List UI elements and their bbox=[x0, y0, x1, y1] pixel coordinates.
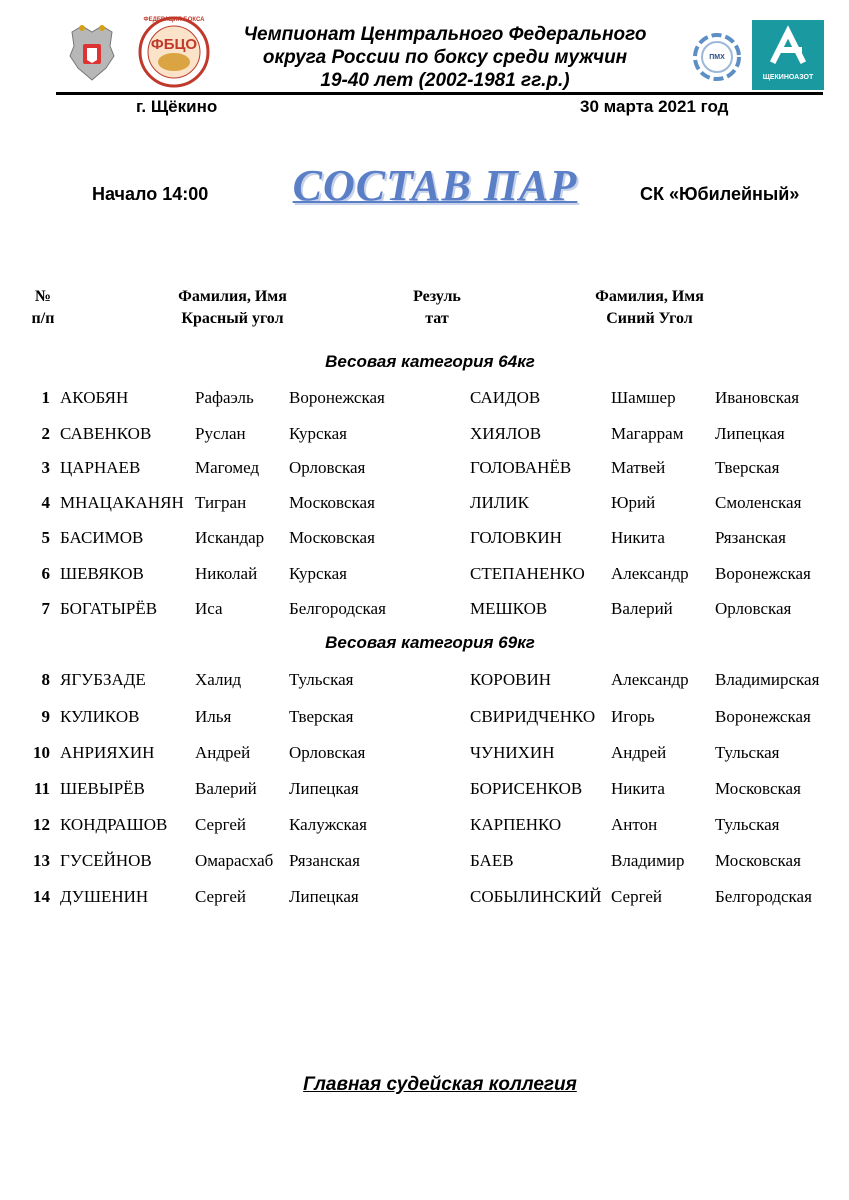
table-row bbox=[0, 813, 849, 837]
blue-name: Магаррам bbox=[611, 424, 684, 443]
red-name: Илья bbox=[195, 707, 232, 726]
red-name: Искандар bbox=[195, 528, 265, 547]
pair-number: 11 bbox=[33, 779, 50, 798]
red-region: Московская bbox=[289, 528, 375, 547]
red-name: Сергей bbox=[195, 887, 246, 906]
blue-name: Юрий bbox=[611, 493, 656, 512]
weight-category-title: Весовая категория 69кг bbox=[325, 633, 535, 652]
table-row bbox=[0, 597, 849, 621]
red-surname: КУЛИКОВ bbox=[60, 707, 140, 726]
blue-name: Матвей bbox=[611, 458, 666, 477]
red-surname: САВЕНКОВ bbox=[60, 424, 152, 443]
red-surname: МНАЦАКАНЯН bbox=[60, 493, 184, 512]
blue-name: Игорь bbox=[611, 707, 655, 726]
red-region: Орловская bbox=[289, 743, 366, 762]
blue-region: Тульская bbox=[715, 815, 780, 834]
red-name: Валерий bbox=[195, 779, 257, 798]
col-header-blue-top: Фамилия, Имя bbox=[595, 288, 704, 305]
city: г. Щёкино bbox=[136, 97, 218, 116]
col-header-red-top: Фамилия, Имя bbox=[178, 288, 287, 305]
red-surname: БАСИМОВ bbox=[60, 528, 144, 547]
chief-judges-title: Главная судейская коллегия bbox=[303, 1074, 577, 1095]
red-region: Орловская bbox=[289, 458, 366, 477]
pair-number: 1 bbox=[41, 388, 50, 407]
red-name: Николай bbox=[195, 564, 258, 583]
blue-region: Смоленская bbox=[715, 493, 802, 512]
red-name: Магомед bbox=[195, 458, 260, 477]
red-region: Рязанская bbox=[289, 851, 360, 870]
table-row bbox=[0, 741, 849, 765]
table-row bbox=[0, 456, 849, 480]
blue-surname: ГОЛОВКИН bbox=[470, 528, 562, 547]
pair-number: 14 bbox=[33, 887, 50, 906]
blue-region: Ивановская bbox=[715, 388, 800, 407]
red-surname: ЯГУБЗАДЕ bbox=[60, 670, 146, 689]
table-row bbox=[0, 777, 849, 801]
blue-name: Шамшер bbox=[611, 388, 676, 407]
blue-surname: ХИЯЛОВ bbox=[470, 424, 542, 443]
pair-number: 3 bbox=[41, 458, 50, 477]
table-row bbox=[0, 885, 849, 909]
table-row bbox=[0, 422, 849, 446]
table-row bbox=[0, 668, 849, 692]
blue-name: Никита bbox=[611, 779, 665, 798]
blue-surname: САИДОВ bbox=[470, 388, 541, 407]
blue-region: Владимирская bbox=[715, 670, 820, 689]
blue-name: Антон bbox=[611, 815, 658, 834]
blue-name: Александр bbox=[611, 670, 689, 689]
blue-region: Липецкая bbox=[715, 424, 785, 443]
blue-surname: ЧУНИХИН bbox=[470, 743, 555, 762]
blue-region: Белгородская bbox=[715, 887, 812, 906]
red-region: Тверская bbox=[289, 707, 354, 726]
pair-number: 2 bbox=[41, 424, 50, 443]
blue-surname: СВИРИДЧЕНКО bbox=[470, 707, 596, 726]
blue-surname: ГОЛОВАНЁВ bbox=[470, 458, 572, 477]
red-surname: АКОБЯН bbox=[60, 388, 129, 407]
header-divider bbox=[56, 92, 823, 95]
championship-title-line-3: 19-40 лет (2002-1981 гг.р.) bbox=[320, 70, 570, 91]
pair-number: 10 bbox=[33, 743, 50, 762]
red-name: Халид bbox=[195, 670, 242, 689]
red-surname: ШЕВЫРЁВ bbox=[60, 779, 145, 798]
pair-number: 8 bbox=[41, 670, 50, 689]
red-surname: ДУШЕНИН bbox=[60, 887, 149, 906]
red-name: Омарасхаб bbox=[195, 851, 274, 870]
pair-number: 9 bbox=[41, 707, 50, 726]
col-header-blue-bottom: Синий Угол bbox=[606, 310, 693, 327]
blue-region: Тверская bbox=[715, 458, 780, 477]
red-name: Тигран bbox=[195, 493, 247, 512]
sponsor-label: ЩЕКИНОАЗОТ bbox=[762, 74, 814, 81]
red-surname: ГУСЕЙНОВ bbox=[60, 851, 152, 870]
red-name: Рафаэль bbox=[195, 388, 254, 407]
blue-surname: ЛИЛИК bbox=[470, 493, 529, 512]
weight-category-title: Весовая категория 64кг bbox=[325, 352, 535, 371]
blue-name: Сергей bbox=[611, 887, 662, 906]
venue: СК «Юбилейный» bbox=[640, 184, 800, 204]
red-surname: ШЕВЯКОВ bbox=[60, 564, 144, 583]
red-surname: АНРИЯХИН bbox=[60, 743, 155, 762]
pair-number: 7 bbox=[41, 599, 50, 618]
blue-region: Рязанская bbox=[715, 528, 786, 547]
blue-surname: МЕШКОВ bbox=[470, 599, 548, 618]
blue-region: Московская bbox=[715, 851, 801, 870]
pair-number: 13 bbox=[33, 851, 50, 870]
blue-region: Тульская bbox=[715, 743, 780, 762]
red-region: Курская bbox=[289, 564, 347, 583]
red-region: Липецкая bbox=[289, 887, 359, 906]
table-row bbox=[0, 849, 849, 873]
col-header-blue bbox=[567, 286, 732, 330]
col-header-result-bottom: тат bbox=[425, 310, 449, 327]
red-surname: ЦАРНАЕВ bbox=[60, 458, 141, 477]
coat-of-arms-logo bbox=[64, 22, 120, 84]
pair-number: 5 bbox=[41, 528, 50, 547]
col-header-red bbox=[150, 286, 315, 330]
red-region: Московская bbox=[289, 493, 375, 512]
federation-ring-text: ФЕДЕРАЦИЯ БОКСА bbox=[143, 17, 205, 23]
red-surname: КОНДРАШОВ bbox=[60, 815, 168, 834]
red-region: Тульская bbox=[289, 670, 354, 689]
start-time: Начало 14:00 bbox=[92, 184, 209, 204]
red-region: Курская bbox=[289, 424, 347, 443]
col-header-num bbox=[20, 286, 66, 330]
red-name: Андрей bbox=[195, 743, 251, 762]
blue-surname: БОРИСЕНКОВ bbox=[470, 779, 583, 798]
red-name: Руслан bbox=[195, 424, 246, 443]
pair-number: 6 bbox=[41, 564, 50, 583]
red-region: Липецкая bbox=[289, 779, 359, 798]
pair-number: 12 bbox=[33, 815, 50, 834]
blue-region: Воронежская bbox=[715, 564, 811, 583]
federation-label: ФБЦО bbox=[150, 36, 198, 53]
blue-name: Никита bbox=[611, 528, 665, 547]
pair-number: 4 bbox=[41, 493, 50, 512]
blue-region: Московская bbox=[715, 779, 801, 798]
blue-name: Александр bbox=[611, 564, 689, 583]
blue-surname: СТЕПАНЕНКО bbox=[470, 564, 585, 583]
red-region: Белгородская bbox=[289, 599, 386, 618]
blue-surname: КОРОВИН bbox=[470, 670, 552, 689]
blue-name: Владимир bbox=[611, 851, 685, 870]
red-name: Сергей bbox=[195, 815, 246, 834]
pmx-label: ПМХ bbox=[709, 54, 725, 61]
table-row bbox=[0, 562, 849, 586]
blue-name: Андрей bbox=[611, 743, 667, 762]
red-region: Воронежская bbox=[289, 388, 385, 407]
col-header-num-top: № bbox=[34, 288, 52, 305]
blue-region: Орловская bbox=[715, 599, 792, 618]
col-header-result-top: Резуль bbox=[413, 288, 461, 305]
red-surname: БОГАТЫРЁВ bbox=[60, 599, 158, 618]
blue-name: Валерий bbox=[611, 599, 673, 618]
red-name: Иса bbox=[195, 599, 223, 618]
blue-region: Воронежская bbox=[715, 707, 811, 726]
document-title: СОСТАВ ПАР bbox=[292, 161, 578, 210]
red-region: Калужская bbox=[289, 815, 367, 834]
championship-title-line-2: округа России по боксу среди мужчин bbox=[262, 47, 628, 68]
col-header-result bbox=[395, 286, 479, 330]
table-row bbox=[0, 386, 849, 410]
table-row bbox=[0, 705, 849, 729]
col-header-num-bottom: п/п bbox=[31, 310, 55, 327]
event-date: 30 марта 2021 год bbox=[580, 97, 729, 116]
blue-surname: СОБЫЛИНСКИЙ bbox=[470, 887, 602, 906]
col-header-red-bottom: Красный угол bbox=[181, 310, 284, 327]
table-row bbox=[0, 491, 849, 515]
blue-surname: БАЕВ bbox=[470, 851, 514, 870]
table-row bbox=[0, 526, 849, 550]
shchekinoazot-logo bbox=[752, 20, 824, 90]
championship-title-line-1: Чемпионат Центрального Федерального bbox=[243, 24, 647, 45]
blue-surname: КАРПЕНКО bbox=[470, 815, 562, 834]
